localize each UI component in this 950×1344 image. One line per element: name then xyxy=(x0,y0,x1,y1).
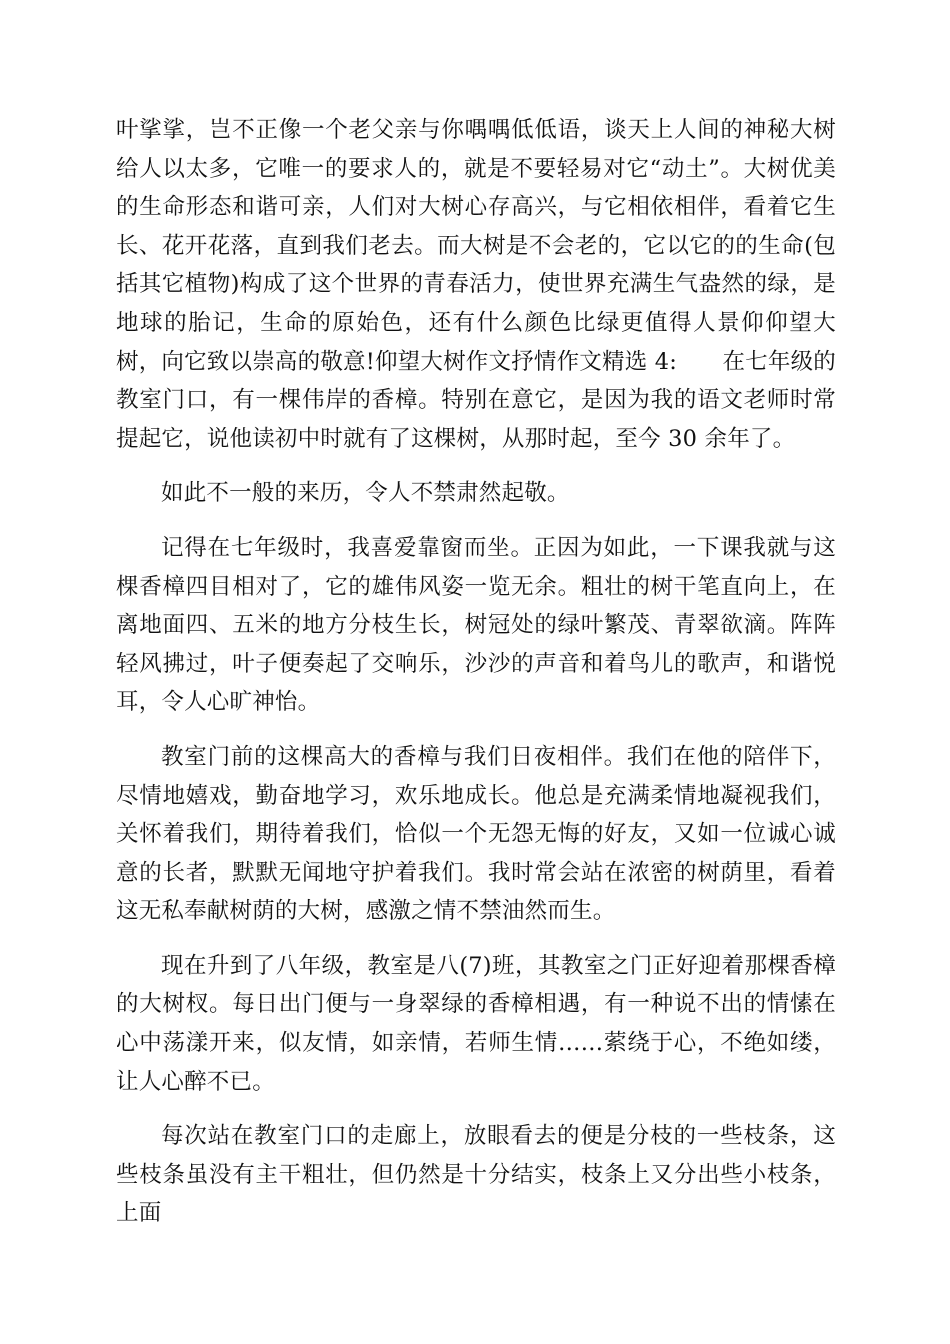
paragraph-3: 记得在七年级时，我喜爱靠窗而坐。正因为如此，一下课我就与这棵香樟四目相对了，它的雄伟风姿一览无余。粗壮的树干笔直向上，在离地面四、五米的地方分枝生长，树冠处的绿叶繁茂、青翠欲滴。阵阵轻风拂过，叶子便奏起了交响乐，沙沙的声音和着鸟儿的歌声，和谐悦耳，令人心旷神怡。 xyxy=(116,534,836,716)
paragraph-gap xyxy=(116,931,836,947)
paragraph-2: 如此不一般的来历，令人不禁肃然起敬。 xyxy=(161,480,570,507)
paragraph-6: 每次站在教室门口的走廊上，放眼看去的便是分枝的一些枝条，这些枝条虽没有主干粗壮，但仍然是十分结实，枝条上又分出些小枝条，上面 xyxy=(116,1123,836,1227)
paragraph-1: 叶挲挲，岂不正像一个老父亲与你喁喁低低语，谈天上人间的神秘大树给人以太多，它唯一的要求人的，就是不要轻易对它“动土”。大树优美的生命形态和谐可亲，人们对大树心存高兴，与它相依相伴，看着它生长、花开花落，直到我们老去。而大树是不会老的，它以它的的生命(包括其它植物)构成了这个世界的青春活力，使世界充满生气盎然的绿，是地球的胎记，生命的原始色，还有什么颜色比绿更值得人景仰仰望大树，向它致以崇高的敬意!仰望大树作文抒情作文精选 4: 在七年级的教室门口，有一棵伟岸的香樟。特别在意它，是因为我的语文老师时常提起它，说他读初中时就有了这棵树，从那时起，至今 30 余年了。 xyxy=(116,117,836,452)
paragraph-gap xyxy=(116,722,836,738)
paragraph-gap xyxy=(116,513,836,529)
paragraph-gap xyxy=(116,458,836,474)
paragraph-4: 教室门前的这棵高大的香樟与我们日夜相伴。我们在他的陪伴下，尽情地嬉戏，勤奋地学习，欢乐地成长。他总是充满柔情地凝视我们，关怀着我们，期待着我们，恰似一个无怨无悔的好友，又如一位诚心诚意的长者，默默无闻地守护着我们。我时常会站在浓密的树荫里，看着这无私奉献树荫的大树，感激之情不禁油然而生。 xyxy=(116,743,836,925)
paragraph-5: 现在升到了八年级，教室是八(7)班，其教室之门正好迎着那棵香樟的大树杈。每日出门便与一身翠绿的香樟相遇，有一种说不出的情愫在心中荡漾开来，似友情，如亲情，若师生情……萦绕于心，不绝如缕，让人心醉不已。 xyxy=(116,952,836,1095)
document-page xyxy=(116,111,836,1233)
paragraph-gap xyxy=(116,1101,836,1117)
